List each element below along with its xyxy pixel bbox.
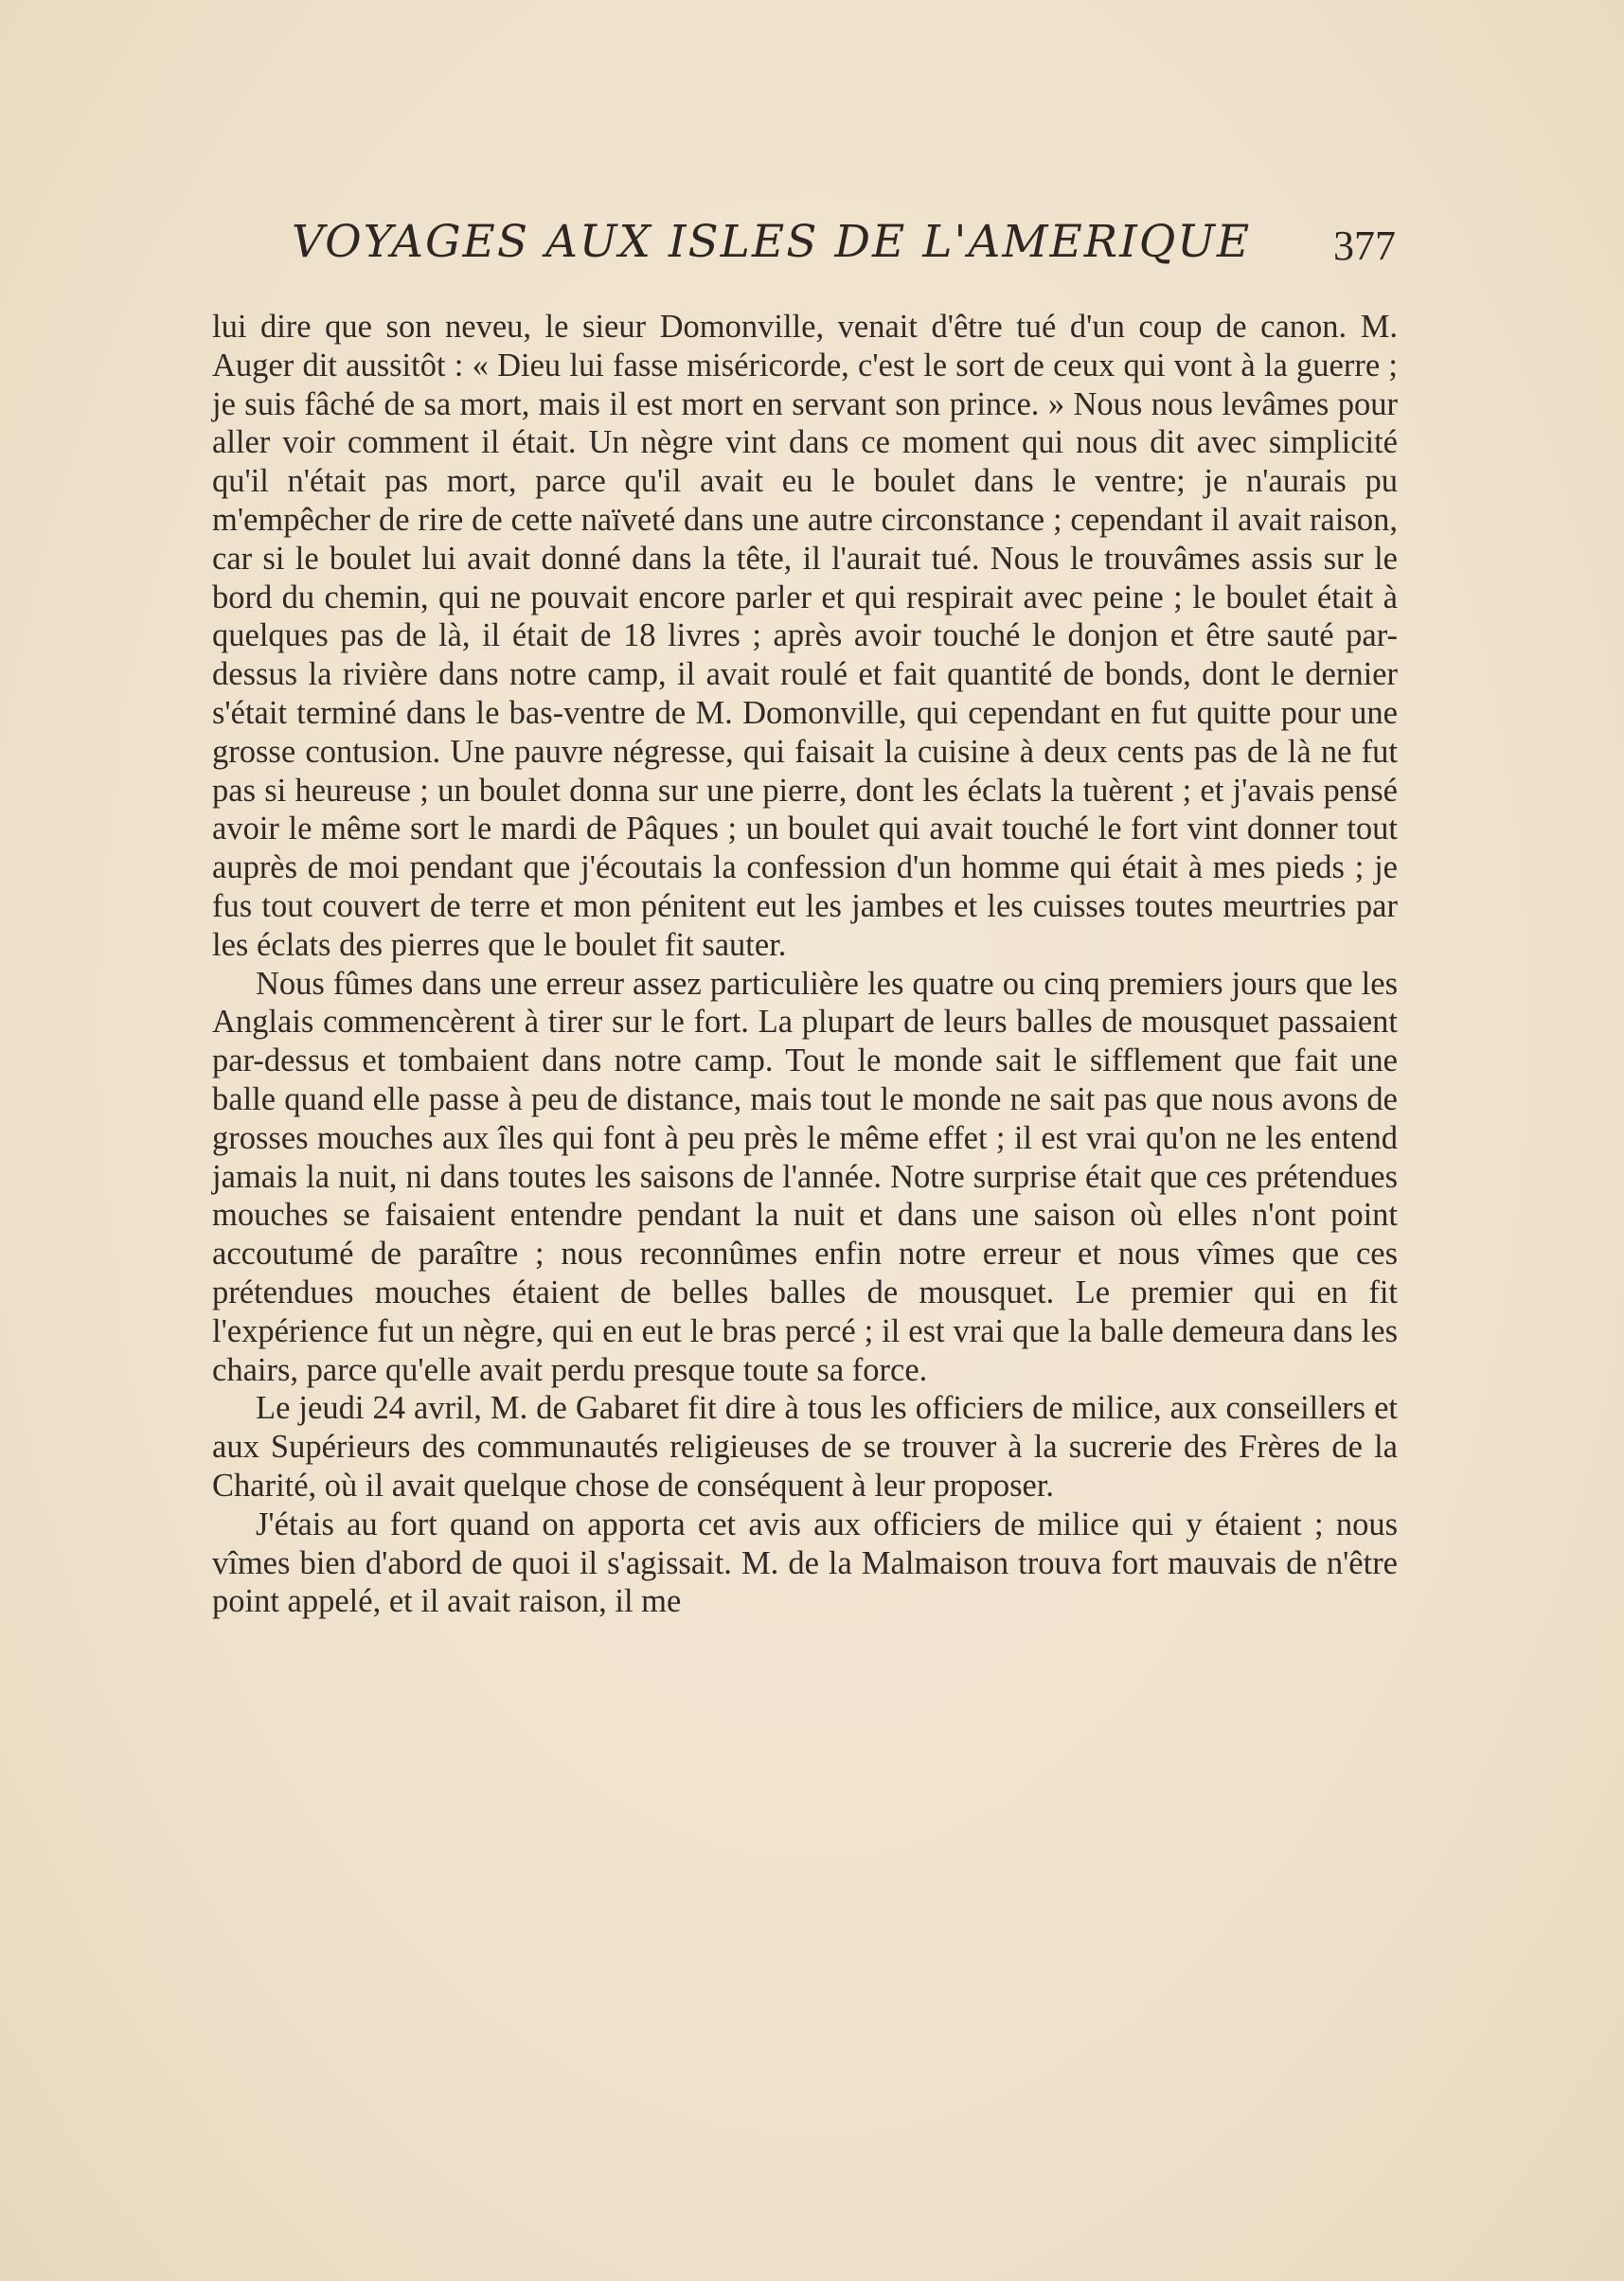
paragraph-2: Nous fûmes dans une erreur assez particulière les quatre ou cinq premiers jours que les Anglais commencèrent à tirer sur le fort. La plupart de leurs balles de mousquet passaient par-dessus et tombaient dans notre camp. Tout le monde sait le sifflement que fait une balle quand elle passe à peu de distance, mais tout le monde ne sait pas que nous avons de grosses mouches aux îles qui font à peu près le même effet ; il est vrai qu'on ne les entend jamais la nuit, ni dans toutes les saisons de l'année. Notre surprise était que ces prétendues mouches se faisaient entendre pendant la nuit et dans une saison où elles n'ont point accoutumé de paraître ; nous reconnûmes enfin notre erreur et nous vîmes que ces prétendues mouches étaient de belles balles de mousquet. Le premier qui en fit l'expérience fut un nègre, qui en eut le bras percé ; il est vrai que la balle demeura dans les chairs, parce qu'elle avait perdu presque toute sa force.	[212, 965, 1398, 1388]
page-header	[292, 208, 1396, 275]
paragraph-4: J'étais au fort quand on apporta cet avis aux officiers de milice qui y étaient ; nous vîmes bien d'abord de quoi il s'agissait. M. de la Malmaison trouva fort mauvais de n'être point appelé, et il avait raison, il me	[212, 1506, 1398, 1620]
running-title: VOYAGES AUX ISLES DE L'AMERIQUE	[292, 216, 1252, 268]
page-number: 377	[1333, 223, 1396, 269]
paragraph-3: Le jeudi 24 avril, M. de Gabaret fit dire à tous les officiers de milice, aux conseillers et aux Supérieurs des communautés religieuses de se trouver à la sucrerie des Frères de la Charité, où il avait quelque chose de conséquent à leur proposer.	[212, 1390, 1398, 1504]
paragraph-1: lui dire que son neveu, le sieur Domonville, venait d'être tué d'un coup de canon. M. Auger dit aussitôt : « Dieu lui fasse miséricorde, c'est le sort de ceux qui vont à la guerre ; je suis fâché de sa mort, mais il est mort en servant son prince. » Nous nous levâmes pour aller voir comment il était. Un nègre vint dans ce moment qui nous dit avec simplicité qu'il n'était pas mort, parce qu'il avait eu le boulet dans le ventre; je n'aurais pu m'empêcher de rire de cette naïveté dans une autre circonstance ; cependant il avait raison, car si le boulet lui avait donné dans la tête, il l'aurait tué. Nous le trouvâmes assis sur le bord du chemin, qui ne pouvait encore parler et qui respirait avec peine ; le boulet était à quelques pas de là, il était de 18 livres ; après avoir touché le donjon et être sauté par-dessus la rivière dans notre camp, il avait roulé et fait quantité de bonds, dont le dernier s'était terminé dans le bas-ventre de M. Domonville, qui cependant en fut quitte pour une grosse contusion. Une pauvre négresse, qui faisait la cuisine à deux cents pas de là ne fut pas si heureuse ; un boulet donna sur une pierre, dont les éclats la tuèrent ; et j'avais pensé avoir le même sort le mardi de Pâques ; un boulet qui avait touché le fort vint donner tout auprès de moi pendant que j'écoutais la confession d'un homme qui était à mes pieds ; je fus tout couvert de terre et mon pénitent eut les jambes et les cuisses toutes meurtries par les éclats des pierres que le boulet fit sauter.	[212, 309, 1398, 963]
body-text	[212, 308, 1398, 1621]
